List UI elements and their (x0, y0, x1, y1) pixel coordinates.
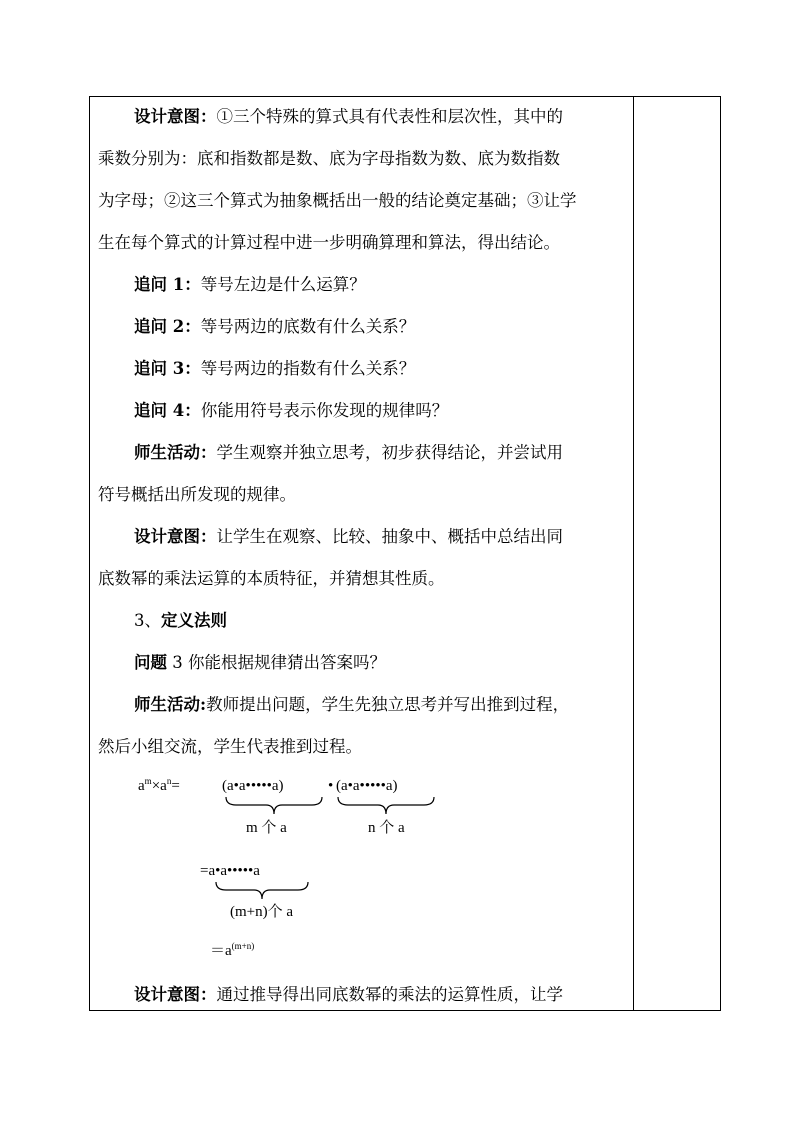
exponent-n: n (166, 776, 172, 786)
math-line-3 (210, 942, 254, 961)
design-intent-2 (134, 517, 628, 557)
text: 你能用符号表示你发现的规律吗？ (200, 401, 449, 420)
math-lhs (138, 777, 180, 796)
design-intent-1 (134, 97, 628, 137)
column-divider (633, 97, 634, 1010)
problem-3 (134, 643, 628, 683)
text: 等号左边是什么运算？ (200, 275, 366, 294)
equals-a: ＝a (210, 943, 232, 959)
design-intent-3 (134, 975, 628, 1015)
label: 追问 3： (134, 359, 201, 378)
label: 问题 (134, 653, 167, 672)
follow-up-4 (134, 391, 628, 431)
design-intent-1-line4: 生在每个算式的计算过程中进一步明确算理和算法，得出结论。 (98, 233, 560, 252)
lesson-content-cell (90, 97, 633, 1010)
label: 设计意图： (134, 985, 217, 1004)
math-group-2: (a•a•••••a) (336, 778, 398, 794)
exponent-m-plus-n: (m+n) (231, 941, 255, 951)
underbrace-1 (224, 795, 324, 817)
label: 追问 1： (134, 275, 201, 294)
section-title: 定义法则 (161, 611, 227, 630)
label-m-a: m 个 a (246, 820, 287, 836)
teacher-student-activity-1 (134, 433, 628, 473)
text: 3 你能根据规律猜出答案吗？ (167, 653, 386, 672)
follow-up-1 (134, 265, 628, 305)
text: 通过推导得出同底数幂的乘法的运算性质，让学 (216, 985, 563, 1004)
underbrace-2 (336, 795, 436, 817)
teacher-student-activity-2-line2: 然后小组交流，学生代表推到过程。 (98, 737, 362, 756)
base-a-2: a (160, 778, 167, 794)
base-a: a (138, 778, 145, 794)
underbrace-3 (214, 880, 310, 902)
label: 追问 2： (134, 317, 201, 336)
text: 教师提出问题，学生先独立思考并写出推到过程， (206, 695, 570, 714)
math-multiply-dot: • (328, 778, 334, 794)
design-intent-1-line3: 为字母；②这三个算式为抽象概括出一般的结论奠定基础；③让学 (98, 191, 577, 210)
text: 学生观察并独立思考，初步获得结论，并尝试用 (216, 443, 563, 462)
label-m-plus-n-a: (m+n)个 a (230, 904, 294, 920)
times-sign: × (151, 778, 161, 794)
design-intent-2-line2: 底数幂的乘法运算的本质特征，并猜想其性质。 (98, 569, 445, 588)
follow-up-2 (134, 307, 628, 347)
text: 让学生在观察、比较、抽象中、概括中总结出同 (216, 527, 563, 546)
section-heading (134, 601, 628, 641)
exponent-m: m (144, 776, 152, 786)
section-number: 3、 (134, 611, 161, 630)
label: 设计意图： (134, 107, 217, 126)
teacher-student-activity-1-line2: 符号概括出所发现的规律。 (98, 485, 296, 504)
follow-up-3 (134, 349, 628, 389)
label: 师生活动: (134, 695, 207, 714)
design-intent-1-line2: 乘数分别为：底和指数都是数、底为字母指数为数、底为数指数 (98, 149, 560, 168)
text: 等号两边的指数有什么关系？ (200, 359, 416, 378)
math-line-2: =a•a•••••a (200, 863, 260, 879)
teacher-student-activity-2 (134, 685, 628, 725)
math-group-1: (a•a•••••a) (222, 778, 284, 794)
label: 设计意图： (134, 527, 217, 546)
equals-sign: = (171, 778, 180, 794)
text: 等号两边的底数有什么关系？ (200, 317, 416, 336)
lesson-table (89, 96, 721, 1011)
label: 追问 4： (134, 401, 201, 420)
text: ①三个特殊的算式具有代表性和层次性，其中的 (216, 107, 563, 126)
label: 师生活动： (134, 443, 217, 462)
label-n-a: n 个 a (368, 820, 405, 836)
